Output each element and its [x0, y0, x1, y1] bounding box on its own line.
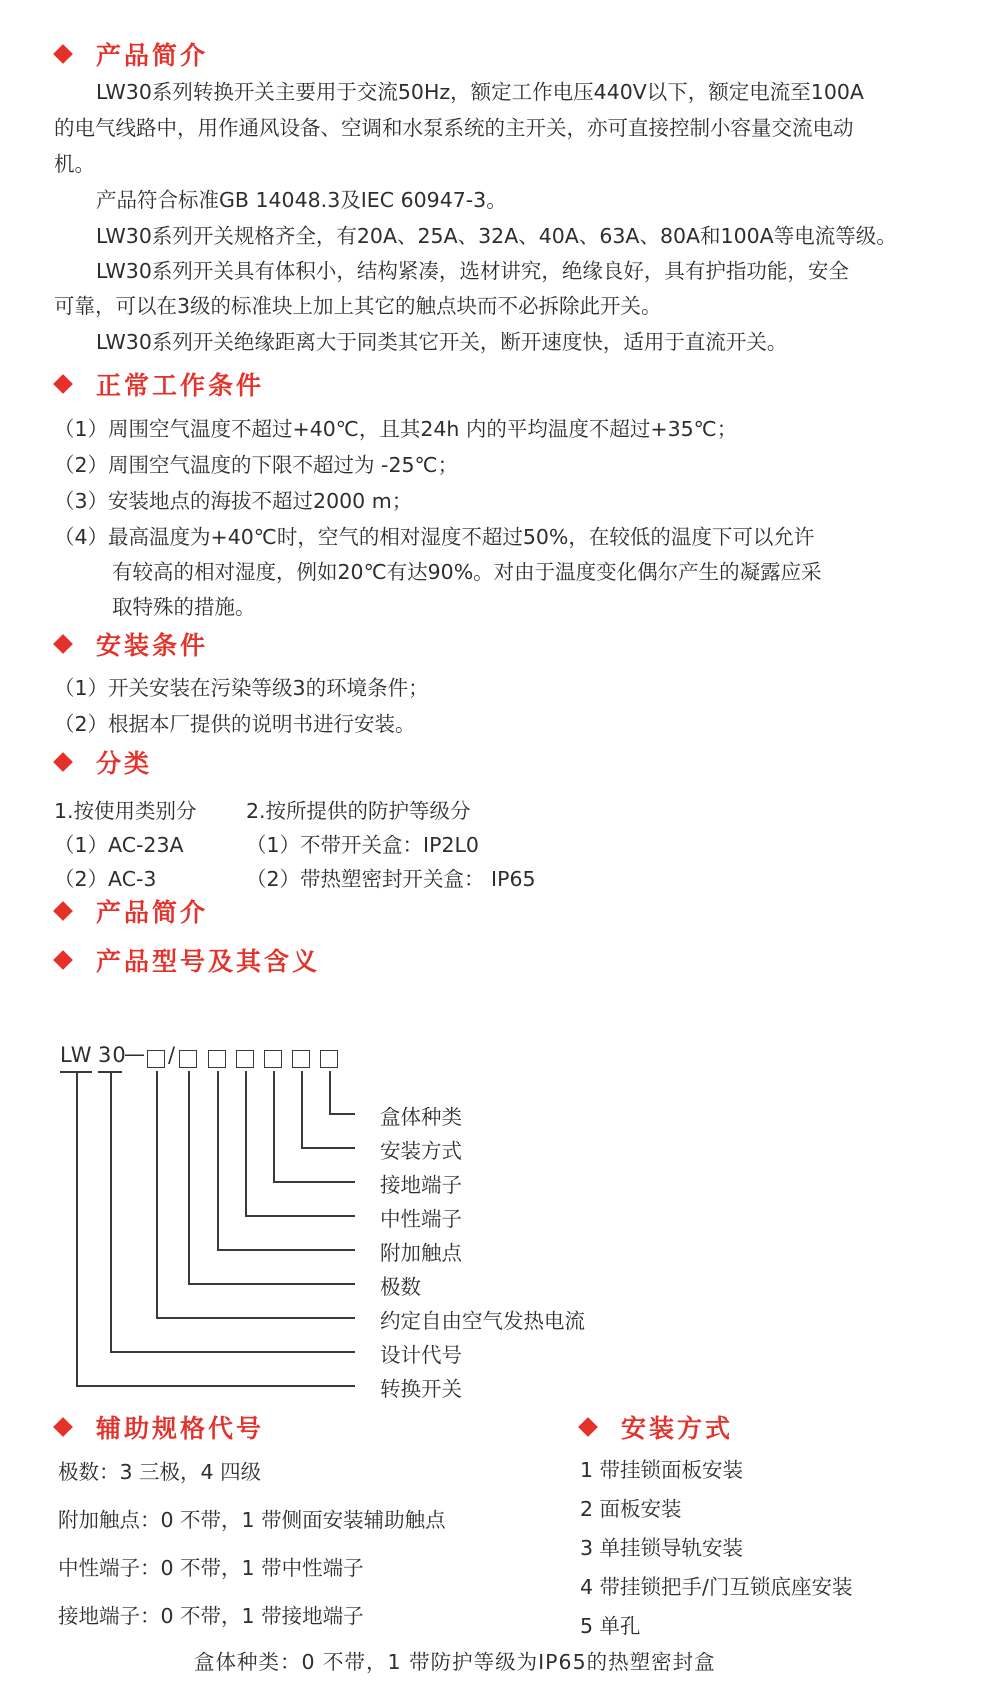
- intro-p4-line1: LW30系列开关具有体积小，结构紧凑，选材讲究，绝缘良好，具有护指功能，安全: [96, 259, 849, 283]
- working-item-4-line1: （4）最高温度为+40℃时，空气的相对湿度不超过50%，在较低的温度下可以允许: [54, 525, 815, 549]
- classify-col1-item-2: （2）AC-3: [54, 867, 157, 891]
- model-label-mount: 安装方式: [380, 1139, 462, 1163]
- classify-heading: 分类: [96, 749, 153, 778]
- leader-h-box5: [273, 1181, 355, 1183]
- leader-v-box3: [217, 1071, 219, 1250]
- model-label-neutral: 中性端子: [380, 1207, 462, 1231]
- leader-v-box6: [301, 1071, 303, 1148]
- code-box-6: [292, 1050, 310, 1068]
- intro-p5: LW30系列开关绝缘距离大于同类其它开关，断开速度快，适用于直流开关。: [96, 330, 788, 354]
- model-label-poles: 极数: [380, 1275, 421, 1299]
- intro-p4-line2: 可靠，可以在3级的标准块上加上其它的触点块而不必拆除此开关。: [54, 294, 662, 318]
- code-box-1: [147, 1050, 165, 1068]
- leader-v-box7: [329, 1071, 331, 1114]
- aux-item-2: 附加触点：0 不带，1 带侧面安装辅助触点: [58, 1508, 446, 1532]
- model-label-design: 设计代号: [380, 1343, 462, 1367]
- classify-col1-title: 1.按使用类别分: [54, 799, 197, 823]
- leader-h-box7: [329, 1113, 355, 1115]
- code-box-2: [179, 1050, 197, 1068]
- working-item-1: （1）周围空气温度不超过+40℃，且其24h 内的平均温度不超过+35℃；: [54, 417, 738, 441]
- diamond-bullet-icon: [53, 634, 73, 654]
- section-heading-install-cond: [56, 626, 208, 662]
- leader-h-box2: [188, 1283, 355, 1285]
- leader-v-30: [110, 1072, 112, 1352]
- intro-p1-line1: LW30系列转换开关主要用于交流50Hz，额定工作电压440V以下，额定电流至100A: [96, 80, 864, 104]
- aux-item-1: 极数：3 三极，4 四级: [58, 1460, 262, 1484]
- intro-heading: 产品简介: [96, 41, 209, 70]
- diamond-bullet-icon: [53, 752, 73, 772]
- leader-v-box4: [245, 1071, 247, 1216]
- intro-p2: 产品符合标准GB 14048.3及IEC 60947-3。: [96, 188, 507, 212]
- code-box-4: [236, 1050, 254, 1068]
- code-slash: /: [168, 1043, 177, 1067]
- intro-p1-line3: 机。: [54, 152, 95, 176]
- code-30: 30: [98, 1043, 127, 1067]
- leader-v-box1: [156, 1071, 158, 1318]
- mount-item-5: 5 单孔: [580, 1614, 641, 1638]
- section-heading-aux: [56, 1409, 264, 1445]
- code-box-7: [320, 1050, 338, 1068]
- model-label-switch: 转换开关: [380, 1377, 462, 1401]
- section-heading-intro: [56, 36, 208, 72]
- intro-p1-line2: 的电气线路中，用作通风设备、空调和水泵系统的主开关，亦可直接控制小容量交流电动: [54, 116, 854, 140]
- diamond-bullet-icon: [53, 1417, 73, 1437]
- working-heading: 正常工作条件: [96, 371, 265, 400]
- box-type-note: 盒体种类：0 不带，1 带防护等级为IP65的热塑密封盒: [194, 1650, 716, 1674]
- leader-h-box6: [301, 1147, 355, 1149]
- section-heading-mount: [581, 1409, 733, 1445]
- classify-col2-title: 2.按所提供的防护等级分: [246, 799, 471, 823]
- working-item-2: （2）周围空气温度的下限不超过为 -25℃；: [54, 453, 459, 477]
- model-label-current: 约定自由空气发热电流: [380, 1309, 585, 1333]
- leader-h-lw: [76, 1385, 355, 1387]
- classify-col2-item-2: （2）带热塑密封开关盒： IP65: [246, 867, 536, 891]
- mount-item-4: 4 带挂锁把手/门互锁底座安装: [580, 1575, 853, 1599]
- mount-heading: 安装方式: [621, 1414, 734, 1443]
- working-item-4-line2: 有较高的相对湿度，例如20℃有达90%。对由于温度变化偶尔产生的凝露应采: [112, 560, 822, 584]
- install-cond-item-1: （1）开关安装在污染等级3的环境条件；: [54, 676, 429, 700]
- diamond-bullet-icon: [53, 374, 73, 394]
- leader-v-lw: [76, 1072, 78, 1386]
- model-label-box-type: 盒体种类: [380, 1105, 462, 1129]
- code-box-5: [264, 1050, 282, 1068]
- mount-item-1: 1 带挂锁面板安装: [580, 1458, 744, 1482]
- diamond-bullet-icon: [53, 901, 73, 921]
- section-heading-classify: [56, 744, 152, 780]
- section-heading-model: [56, 942, 320, 978]
- intro2-heading: 产品简介: [96, 898, 209, 927]
- section-heading-working: [56, 366, 264, 402]
- diamond-bullet-icon: [578, 1417, 598, 1437]
- leader-h-box3: [217, 1249, 355, 1251]
- leader-h-box1: [156, 1317, 355, 1319]
- model-heading: 产品型号及其含义: [96, 947, 321, 976]
- leader-v-box5: [273, 1071, 275, 1182]
- mount-item-2: 2 面板安装: [580, 1497, 682, 1521]
- working-item-4-line3: 取特殊的措施。: [112, 595, 256, 619]
- diamond-bullet-icon: [53, 44, 73, 64]
- section-heading-intro-2: [56, 893, 208, 929]
- install-cond-heading: 安装条件: [96, 631, 209, 660]
- aux-item-4: 接地端子：0 不带，1 带接地端子: [58, 1604, 364, 1628]
- model-label-ground: 接地端子: [380, 1173, 462, 1197]
- diamond-bullet-icon: [53, 950, 73, 970]
- install-cond-item-2: （2）根据本厂提供的说明书进行安装。: [54, 712, 416, 736]
- code-dash: —: [124, 1042, 146, 1066]
- code-box-3: [208, 1050, 226, 1068]
- mount-item-3: 3 单挂锁导轨安装: [580, 1536, 744, 1560]
- leader-v-box2: [188, 1071, 190, 1284]
- classify-col2-item-1: （1）不带开关盒：IP2L0: [246, 833, 479, 857]
- leader-h-30: [110, 1351, 355, 1353]
- aux-item-3: 中性端子：0 不带，1 带中性端子: [58, 1556, 364, 1580]
- leader-h-box4: [245, 1215, 355, 1217]
- aux-heading: 辅助规格代号: [96, 1414, 265, 1443]
- working-item-3: （3）安装地点的海拔不超过2000 m；: [54, 489, 413, 513]
- classify-col1-item-1: （1）AC-23A: [54, 833, 184, 857]
- model-label-aux-contact: 附加触点: [380, 1241, 462, 1265]
- code-lw: LW: [60, 1043, 93, 1067]
- intro-p3: LW30系列开关规格齐全，有20A、25A、32A、40A、63A、80A和100A等电流等级。: [96, 224, 897, 248]
